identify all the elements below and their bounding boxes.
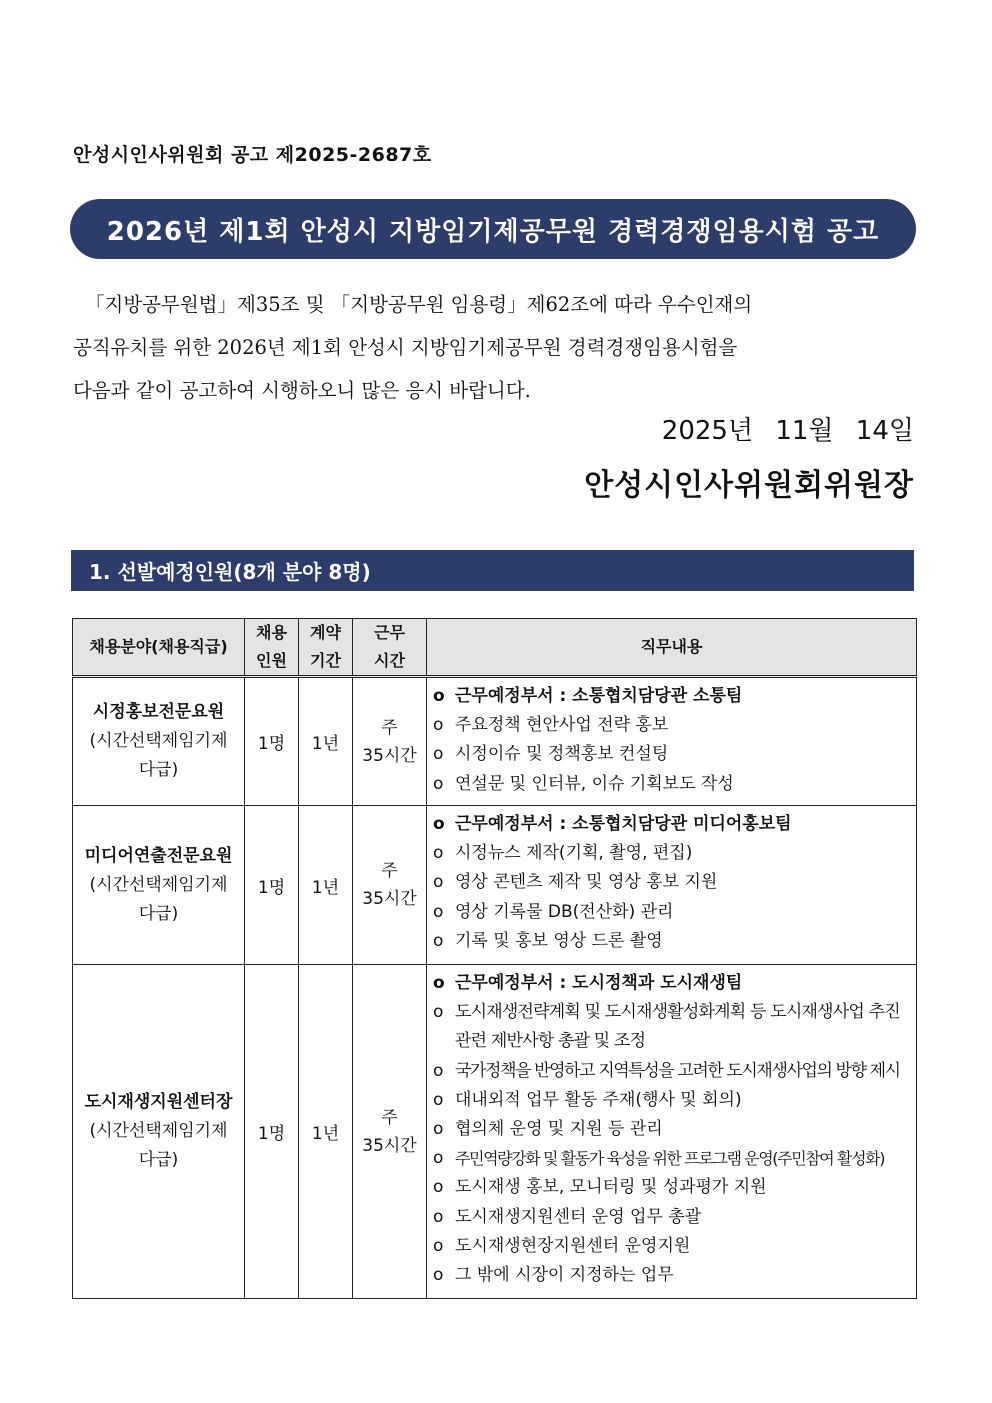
dept-item: o 근무예정부서 : 소통협치담당관 미디어홍보팀	[433, 814, 792, 834]
count-cell: 1명	[245, 806, 299, 965]
intro-line: 다음과 같이 공고하여 시행하오니 많은 응시 바랍니다.	[73, 379, 531, 402]
duty-item: o 그 밖에 시장이 지정하는 업무	[433, 1265, 674, 1286]
duty-item: o 도시재생전략계획 및 도시재생활성화계획 등 도시재생사업 추진 관련 제반사항 총괄 및 조정	[433, 1002, 900, 1052]
term-cell: 1년	[299, 806, 353, 965]
duty-item: o 시정뉴스 제작(기획, 촬영, 편집)	[433, 843, 693, 864]
duty-item: o 영상 콘텐츠 제작 및 영상 홍보 지원	[433, 872, 718, 893]
duty-item: o 국가정책을 반영하고 지역특성을 고려한 도시재생사업의 방향 제시	[433, 1060, 900, 1081]
hours-cell: 주 35시간	[353, 965, 427, 1299]
count-cell: 1명	[245, 677, 299, 806]
duty-item: o 도시재생지원센터 운영 업무 총괄	[433, 1206, 702, 1227]
field-grade: (시간선택제임기제 다급)	[89, 874, 228, 924]
duty-item: o 주요정책 현안사업 전략 홍보	[433, 715, 669, 736]
duties-cell	[427, 677, 917, 806]
field-cell	[73, 677, 245, 806]
duty-item: o 기록 및 홍보 영상 드론 촬영	[433, 930, 663, 951]
duty-item: o 도시재생 홍보, 모니터링 및 성과평가 지원	[433, 1177, 767, 1198]
duty-item: o 영상 기록물 DB(전산화) 관리	[433, 901, 674, 922]
table-row	[73, 806, 917, 965]
header-count: 채용 인원	[245, 619, 299, 677]
table-row	[73, 677, 917, 806]
duty-item: o 협의체 운영 및 지원 등 관리	[433, 1119, 663, 1140]
signer: 안성시인사위원회위원장	[584, 468, 914, 503]
duty-item: o 도시재생현장지원센터 운영지원	[433, 1235, 691, 1256]
dept-item: o 근무예정부서 : 소통협치담당관 소통팀	[433, 686, 743, 706]
intro-paragraph	[73, 283, 915, 412]
header-duties: 직무내용	[427, 619, 917, 677]
count-cell: 1명	[245, 965, 299, 1299]
duty-item: o 주민역량강화 및 활동가 육성을 위한 프로그램 운영(주민참여 활성화)	[433, 1148, 885, 1169]
duty-item: o 시정이슈 및 정책홍보 컨설팅	[433, 744, 669, 765]
duties-cell	[427, 806, 917, 965]
hours-cell: 주 35시간	[353, 806, 427, 965]
dept-item: o 근무예정부서 : 도시정책과 도시재생팀	[433, 973, 743, 993]
intro-line: 공직유치를 위한 2026년 제1회 안성시 지방임기제공무원 경력경쟁임용시험을	[73, 336, 738, 359]
header-term: 계약 기간	[299, 619, 353, 677]
announcement-date: 2025년 11월 14일	[661, 416, 914, 446]
hours-cell: 주 35시간	[353, 677, 427, 806]
duty-item: o 대내외적 업무 활동 주재(행사 및 회의)	[433, 1089, 742, 1110]
duties-cell	[427, 965, 917, 1299]
header-field: 채용분야(채용직급)	[73, 619, 245, 677]
table-row	[73, 965, 917, 1299]
intro-line: 「지방공무원법」제35조 및 「지방공무원 임용령」제62조에 따라 우수인재의	[85, 293, 753, 316]
field-cell	[73, 965, 245, 1299]
field-grade: (시간선택제임기제 다급)	[89, 731, 228, 780]
term-cell: 1년	[299, 965, 353, 1299]
field-name: 시정홍보전문요원	[92, 702, 225, 722]
term-cell: 1년	[299, 677, 353, 806]
field-name: 도시재생지원센터장	[84, 1092, 233, 1112]
field-name: 미디어연출전문요원	[84, 845, 233, 866]
field-grade: (시간선택제임기제 다급)	[89, 1121, 228, 1170]
section-header: 1. 선발예정인원(8개 분야 8명)	[71, 550, 914, 591]
field-cell	[73, 806, 245, 965]
announcement-title: 2026년 제1회 안성시 지방임기제공무원 경력경쟁임용시험 공고	[70, 199, 916, 259]
recruitment-table	[72, 618, 917, 1299]
header-hours: 근무 시간	[353, 619, 427, 677]
table-header-row	[73, 619, 917, 677]
notice-number: 안성시인사위원회 공고 제2025-2687호	[73, 144, 432, 166]
duty-item: o 연설문 및 인터뷰, 이슈 기획보도 작성	[433, 773, 734, 794]
